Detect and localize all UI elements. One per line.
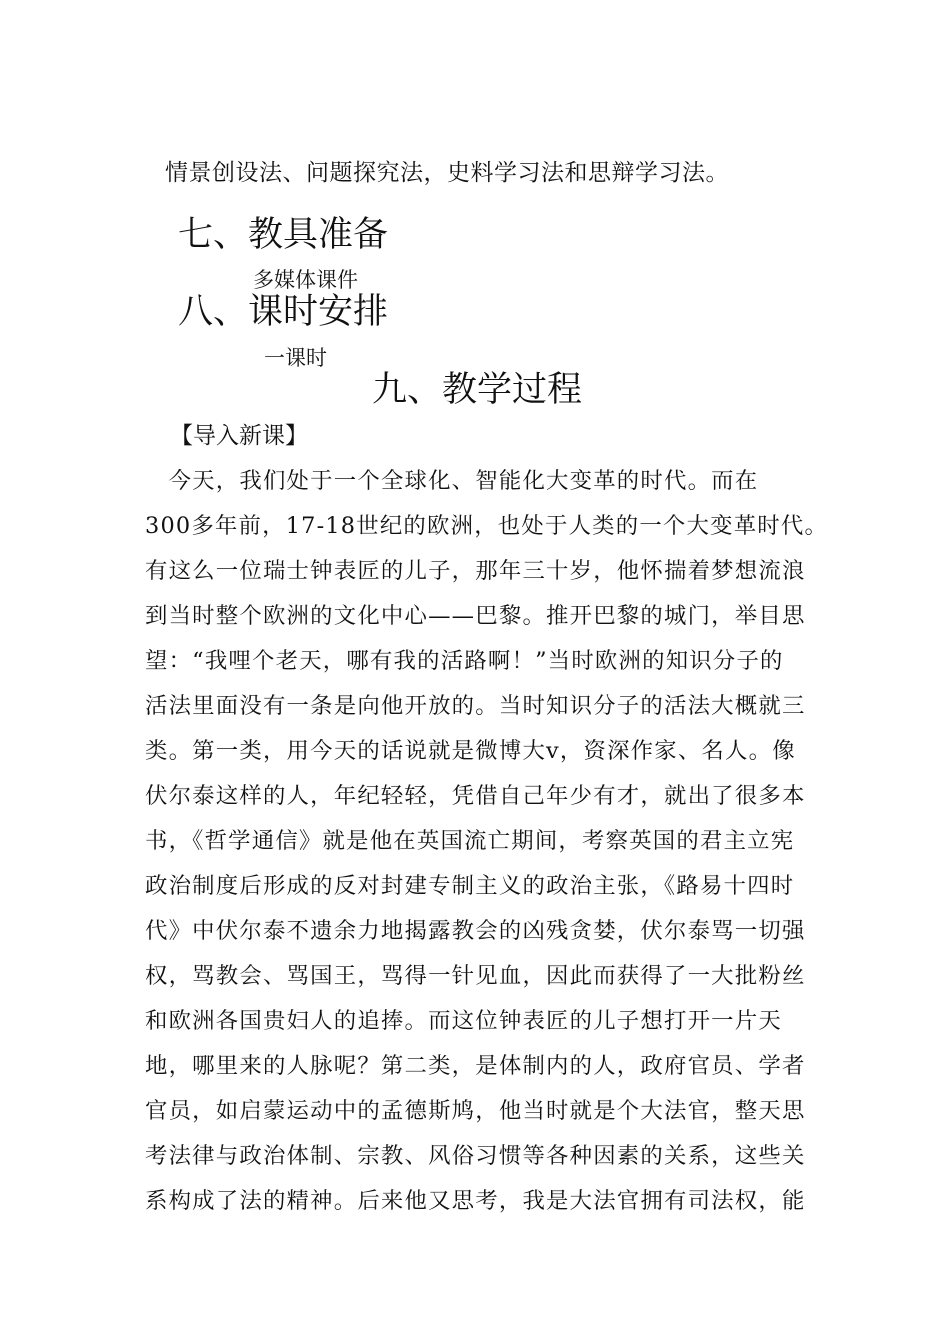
section-9-heading: 九、教学过程 (372, 370, 583, 410)
teaching-methods-line: 情景创设法、问题探究法，史料学习法和思辩学习法。 (165, 160, 729, 186)
paragraph-line: 今天，我们处于一个全球化、智能化大变革的时代。而在 (145, 468, 759, 494)
paragraph-line: 望：“我哩个老天，哪有我的活路啊！”当时欧洲的知识分子的 (145, 648, 784, 674)
paragraph-line: 官员，如启蒙运动中的孟德斯鸠，他当时就是个大法官，整天思 (145, 1098, 806, 1124)
paragraph-line: 和欧洲各国贵妇人的追捧。而这位钟表匠的儿子想打开一片天 (145, 1008, 782, 1034)
intro-label: 【导入新课】 (170, 423, 308, 449)
paragraph-line: 到当时整个欧洲的文化中心——巴黎。推开巴黎的城门，举目思 (145, 603, 806, 629)
paragraph-line: 书，《哲学通信》就是他在英国流亡期间，考察英国的君主立宪 (145, 828, 795, 854)
paragraph-line: 伏尔泰这样的人，年纪轻轻，凭借自己年少有才，就出了很多本 (145, 783, 806, 809)
paragraph-line: 地，哪里来的人脉呢？第二类，是体制内的人，政府官员、学者 (145, 1053, 806, 1079)
section-7-heading: 七、教具准备 (178, 215, 389, 255)
paragraph-line: 权，骂教会、骂国王，骂得一针见血，因此而获得了一大批粉丝 (145, 963, 806, 989)
section-8-content: 一课时 (264, 346, 327, 370)
paragraph-line: 政治制度后形成的反对封建专制主义的政治主张，《路易十四时 (145, 873, 795, 899)
paragraph-line: 代》中伏尔泰不遗余力地揭露教会的凶残贪婪，伏尔泰骂一切强 (145, 918, 806, 944)
paragraph-line: 系构成了法的精神。后来他又思考，我是大法官拥有司法权，能 (145, 1188, 806, 1214)
paragraph-line: 考法律与政治体制、宗教、风俗习惯等各种因素的关系，这些关 (145, 1143, 806, 1169)
section-8-heading: 八、课时安排 (178, 292, 389, 332)
paragraph-line: 300多年前，17-18世纪的欧洲，也处于人类的一个大变革时代。 (145, 513, 829, 539)
paragraph-line: 活法里面没有一条是向他开放的。当时知识分子的活法大概就三 (145, 693, 806, 719)
paragraph-line: 类。第一类，用今天的话说就是微博大v，资深作家、名人。像 (145, 738, 796, 764)
section-7-content: 多媒体课件 (253, 268, 358, 292)
paragraph-line: 有这么一位瑞士钟表匠的儿子，那年三十岁，他怀揣着梦想流浪 (145, 558, 806, 584)
